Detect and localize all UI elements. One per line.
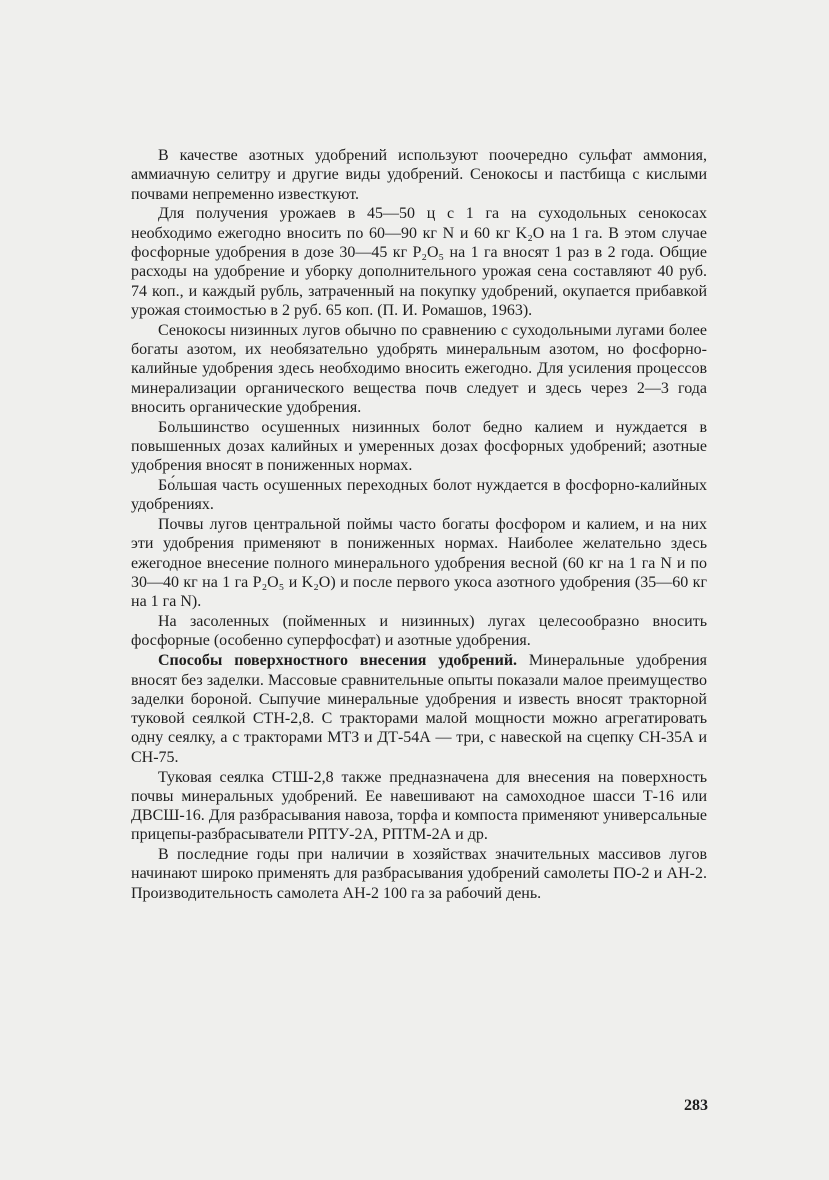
paragraph-dry-meadow-yields: Для получения урожаев в 45—50 ц с 1 га на суходольных сенокосах необходимо ежегодно вносить по 60—90 кг N и 60 кг K₂O на 1 га. В этом случае фосфорные удобрения в дозе 30—45 кг P₂O₅ на 1 га вносят 1 раз в 2 года. Общие расходы на удобрение и уборку дополнительного урожая сена составляют 40 руб. 74 коп., и каждый рубль, затраченный на покупку удобрений, окупается прибавкой урожая стоимостью в 2 руб. 65 коп. (П. И. Ромашов, 1963). xyxy=(131,205,707,319)
paragraph-lowland-meadows: Сенокосы низинных лугов обычно по сравнению с суходольными лугами более богаты азотом, их необязательно удобрять минеральным азотом, но фосфорно-калийные удобрения здесь необходимо вносить ежегодно. Для усиления процессов минерализации органического вещества почв следует и здесь через 2—3 года вносить органические удобрения. xyxy=(131,321,707,416)
paragraph-surface-application: Способы поверхностного внесения удобрений. Минеральные удобрения вносят без заделки. Массовые сравнительные опыты показали малое преимущество заделки бороной. Сыпучие минеральные удобрения и известь вносят тракторной туковой сеялкой СТН-2,8. С тракторами малой мощности можно агрегатировать одну сеялку, а с тракторами МТЗ и ДТ-54А — три, с навеской на сцепку СН-35А и СН-75. xyxy=(131,652,708,766)
section-heading: Способы поверхностного внесения удобрений. xyxy=(158,652,518,670)
paragraph-saline-meadows: На засоленных (пойменных и низинных) лугах целесообразно вносить фосфорные (особенно суперфосфат) и азотные удобрения. xyxy=(131,613,707,650)
paragraph-transitional-bogs: Бо́льшая часть осушенных переходных болот нуждается в фосфорно-калийных удобрениях. xyxy=(131,477,707,514)
paragraph-drained-lowland-bogs: Большинство осушенных низинных болот бедно калием и нуждается в повышенных дозах калийных и умеренных дозах фосфорных удобрений; азотные удобрения вносят в пониженных нормах. xyxy=(131,418,707,475)
page-number: 283 xyxy=(684,1097,708,1114)
paragraph-nitrogen-fertilizers: В качестве азотных удобрений используют поочередно сульфат аммония, аммиачную селитру и другие виды удобрений. Сенокосы и пастбища с кислыми почвами непременно известкуют. xyxy=(131,147,707,203)
paragraph-aircraft-spreading: В последние годы при наличии в хозяйствах значительных массивов лугов начинают широко применять для разбрасывания удобрений самолеты ПО-2 и АН-2. Производительность самолета АН-2 100 га за рабочий день. xyxy=(131,846,707,902)
body-text xyxy=(131,146,707,904)
paragraph-seeder-stsh: Туковая сеялка СТШ-2,8 также предназначена для внесения на поверхность почвы минеральных удобрений. Ее навешивают на самоходное шасси Т-16 или ДВСШ-16. Для разбрасывания навоза, торфа и компоста применяют универсальные прицепы-разбрасыватели РПТУ-2А, РПТМ-2А и др. xyxy=(131,768,707,844)
paragraph-floodplain-soils: Почвы лугов центральной поймы часто богаты фосфором и калием, и на них эти удобрения применяют в пониженных нормах. Наиболее желательно здесь ежегодное внесение полного минерального удобрения весной (60 кг на 1 га N и по 30—40 кг на 1 га P₂O₅ и K₂O) и после первого укоса азотного удобрения (35—60 кг на 1 га N). xyxy=(131,516,707,611)
